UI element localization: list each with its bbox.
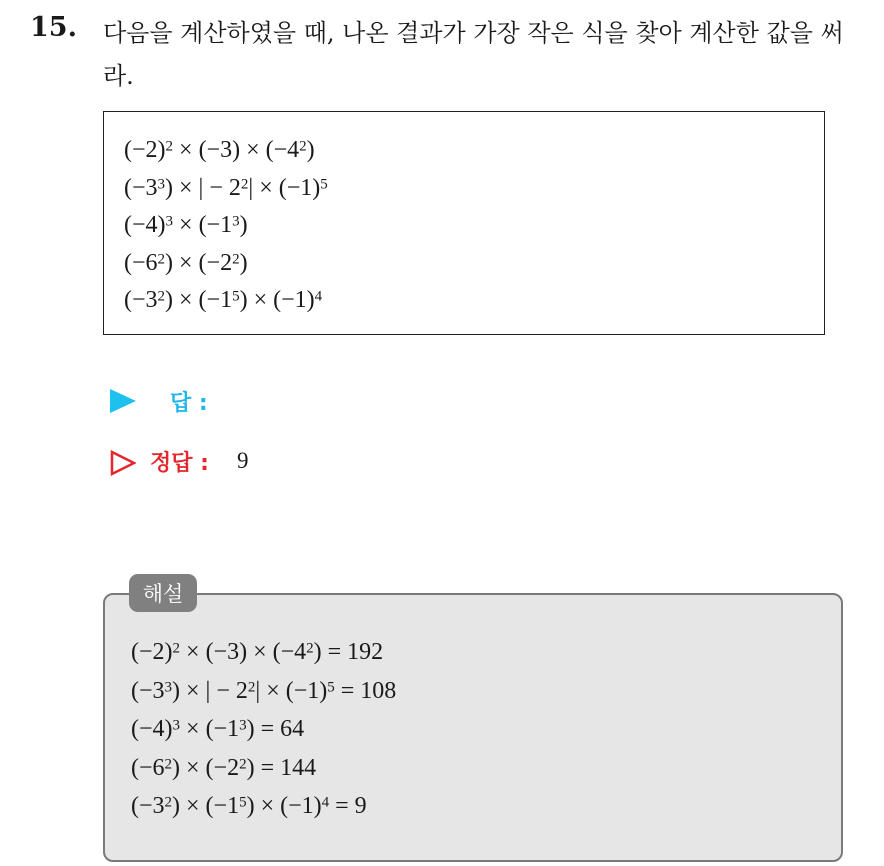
solution-line: $(-3^2) \times (-1^5) \times (-1)^4 = 9$ — [131, 793, 367, 819]
solution-tab: 해설 — [129, 574, 197, 612]
correct-answer-label: 정답 : — [150, 451, 209, 476]
expression-line: $(-2)^2 \times (-3) \times (-4^2)$ — [124, 137, 315, 163]
solution-list — [131, 633, 396, 826]
expression-line: $(-3^3)$ × | − $2^2| \times (-1)^5$ — [124, 174, 328, 201]
correct-answer-value: 9 — [237, 448, 249, 473]
outline-triangle-icon — [110, 450, 136, 476]
expression-line: $(-3^2) \times (-1^5) \times (-1)^4$ — [124, 287, 323, 313]
expression-line: $(-6^2) \times (-2^2)$ — [124, 249, 248, 276]
expression-list — [124, 132, 328, 320]
play-triangle-icon — [110, 389, 136, 413]
solution-box — [103, 593, 843, 862]
solution-line: $(-3^3)$ × | − $2^2| \times (-1)^5 = 108$ — [131, 677, 397, 704]
expression-line: $(-4)^3 \times (-1^3)$ — [124, 212, 248, 238]
answer-label: 답 : — [170, 391, 208, 416]
solution-line: $(-6^2) \times (-2^2) = 144$ — [131, 754, 317, 781]
question-number: 15. — [30, 12, 77, 43]
expression-box — [103, 111, 825, 335]
solution-line: $(-4)^3 \times (-1^3) = 64$ — [131, 716, 305, 742]
question-text: 다음을 계산하였을 때, 나온 결과가 가장 작은 식을 찾아 계산한 값을 써라. — [103, 19, 844, 90]
solution-line: $(-2)^2 \times (-3) \times (-4^2) = 192$ — [131, 639, 384, 665]
answer-input[interactable] — [230, 382, 534, 420]
